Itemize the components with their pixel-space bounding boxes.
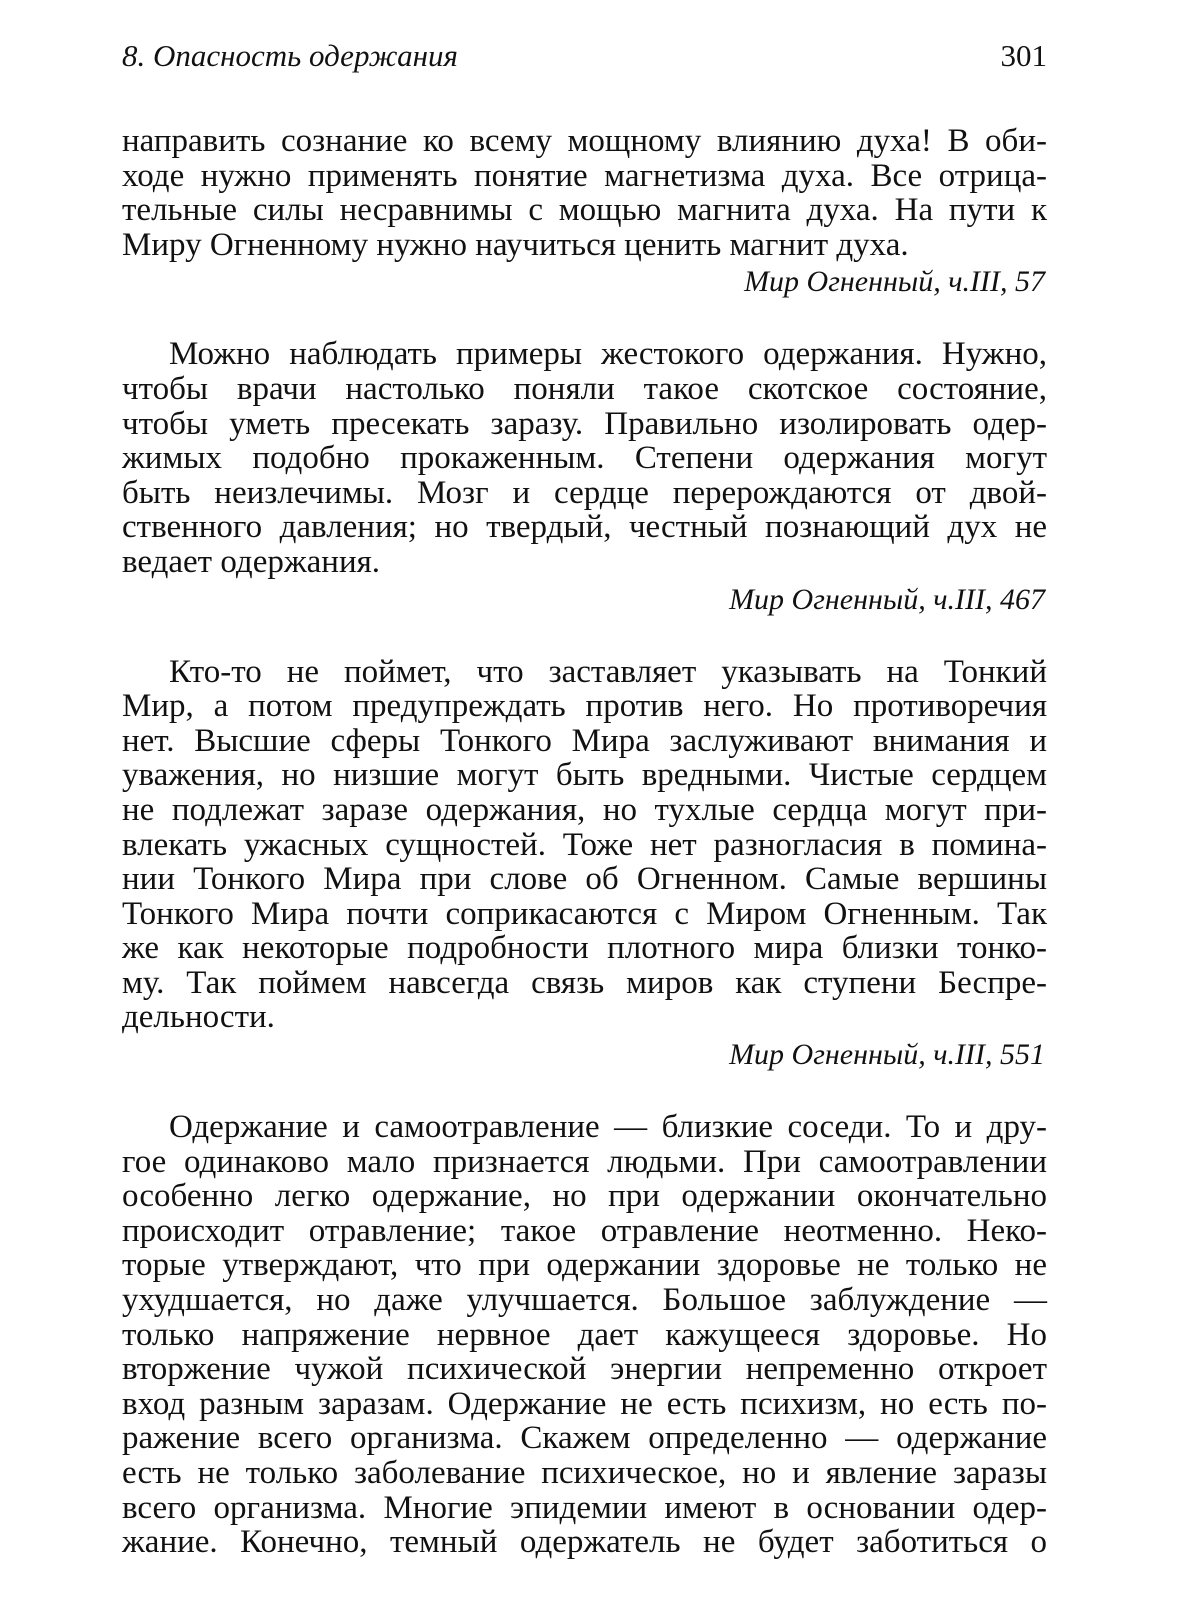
text-line: же как некоторые подробности плотного мира близки тонко- bbox=[122, 930, 1047, 967]
paragraph bbox=[122, 655, 1047, 1036]
paragraph bbox=[122, 337, 1047, 579]
text-line: тельные силы несравнимы с мощью магнита духа. На пути к bbox=[122, 192, 1047, 229]
text-line: му. Так поймем навсегда связь миров как ступени Беспре- bbox=[122, 964, 1047, 1001]
text-line: жимых подобно прокаженным. Степени одержания могут bbox=[122, 440, 1047, 477]
text-line: чтобы уметь пресекать заразу. Правильно изолировать одер- bbox=[122, 405, 1047, 442]
paragraph bbox=[122, 124, 1047, 262]
text-line: нет. Высшие сферы Тонкого Мира заслуживают внимания и bbox=[122, 722, 1047, 759]
text-line: ведает одержания. bbox=[122, 543, 381, 580]
text-line: ходе нужно применять понятие магнетизма духа. Все отрица- bbox=[122, 157, 1047, 194]
page-number: 301 bbox=[1000, 38, 1047, 73]
text-line: ственного давления; но твердый, честный познающий дух не bbox=[122, 509, 1047, 546]
text-line: Тонкого Мира почти соприкасаются с Миром Огненным. Так bbox=[122, 895, 1047, 932]
text-line: Одержание и самоотравление — близкие соседи. То и дру- bbox=[169, 1109, 1047, 1146]
text-line: быть неизлечимы. Мозг и сердце перерождаются от двой- bbox=[122, 474, 1047, 511]
text-line: вторжение чужой психической энергии непременно откроет bbox=[122, 1351, 1047, 1388]
paragraph-gap bbox=[122, 617, 1047, 655]
text-line: не подлежат заразе одержания, но тухлые сердца могут при- bbox=[122, 791, 1047, 828]
text-line: дельности. bbox=[122, 999, 275, 1036]
chapter-title: 8. Опасность одержания bbox=[122, 38, 458, 73]
text-line: есть не только заболевание психическое, но и явление заразы bbox=[122, 1455, 1047, 1491]
text-line: вход разным заразам. Одержание не есть психизм, но есть по- bbox=[122, 1385, 1047, 1422]
text-line: чтобы врачи настолько поняли такое скотское состояние, bbox=[122, 370, 1047, 407]
text-line: Миру Огненному нужно научиться ценить магнит духа. bbox=[122, 226, 909, 263]
text-line: гое одинаково мало признается людьми. При самоотравлении bbox=[122, 1143, 1047, 1180]
text-line: ражение всего организма. Скажем определенно — одержание bbox=[122, 1420, 1047, 1457]
text-line: всего организма. Многие эпидемии имеют в основании одер- bbox=[122, 1489, 1047, 1526]
text-line: уважения, но низшие могут быть вредными. Чистые сердцем bbox=[122, 757, 1047, 794]
paragraph-gap bbox=[122, 299, 1047, 337]
text-line: торые утверждают, что при одержании здоровье не только не bbox=[122, 1247, 1047, 1284]
text-line: только напряжение нервное дает кажущееся здоровье. Но bbox=[122, 1316, 1047, 1353]
text-line: происходит отравление; такое отравление неотменно. Неко- bbox=[122, 1212, 1047, 1249]
text-line: влекать ужасных сущностей. Тоже нет разногласия в помина- bbox=[122, 826, 1047, 863]
running-header bbox=[122, 38, 1047, 84]
text-line: Можно наблюдать примеры жестокого одержания. Нужно, bbox=[169, 336, 1047, 373]
text-line: жание. Конечно, темный одержатель не будет заботиться о bbox=[122, 1524, 1047, 1561]
page-content bbox=[122, 124, 1047, 1560]
text-line: направить сознание ко всему мощному влиянию духа! В оби- bbox=[122, 123, 1047, 159]
paragraph bbox=[122, 1110, 1047, 1560]
text-line: нии Тонкого Мира при слове об Огненном. Самые вершины bbox=[122, 861, 1047, 898]
text-line: Кто-то не поймет, что заставляет указывать на Тонкий bbox=[169, 653, 1047, 690]
source-citation: Мир Огненный, ч.III, 57 bbox=[744, 265, 1045, 299]
source-citation: Мир Огненный, ч.III, 467 bbox=[729, 582, 1045, 616]
book-page bbox=[122, 38, 1047, 1560]
paragraph-gap bbox=[122, 1072, 1047, 1110]
text-line: особенно легко одержание, но при одержании окончательно bbox=[122, 1178, 1047, 1215]
text-line: Мир, а потом предупреждать против него. Но противоречия bbox=[122, 688, 1047, 725]
text-line: ухудшается, но даже улучшается. Большое заблуждение — bbox=[122, 1282, 1047, 1319]
source-citation: Мир Огненный, ч.III, 551 bbox=[729, 1038, 1045, 1072]
